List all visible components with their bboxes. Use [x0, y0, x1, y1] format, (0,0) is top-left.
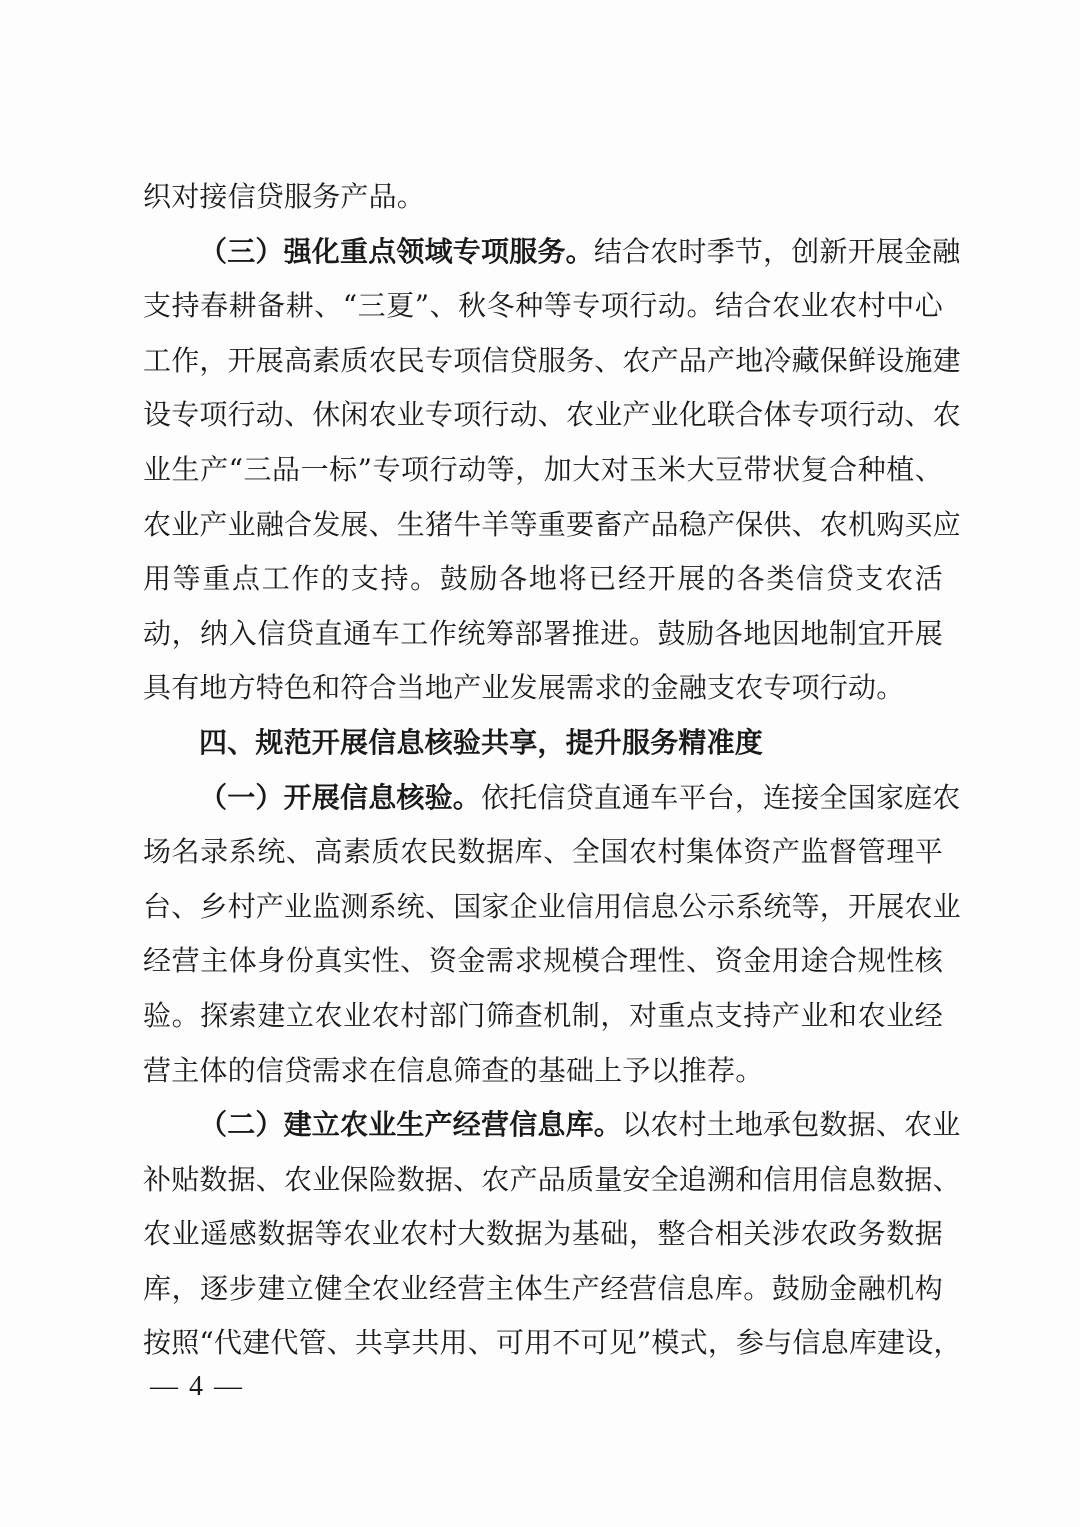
line-text: 依托信贷直通车平台，连接全国家庭农: [481, 780, 961, 814]
line-text: 支持春耕备耕、“三夏”、秋冬种等专项行动。结合农业农村中心: [143, 289, 943, 323]
text-line: [143, 225, 961, 280]
line-text: 场名录系统、高素质农民数据库、全国农村集体资产监督管理平: [143, 835, 943, 869]
text-line: [143, 1098, 961, 1153]
line-text: 经营主体身份真实性、资金需求规模合理性、资金用途合规性核: [143, 944, 943, 978]
line-text: 台、乡村产业监测系统、国家企业信用信息公示系统等，开展农业: [143, 889, 961, 923]
line-text: 营主体的信贷需求在信息筛查的基础上予以推荐。: [143, 1053, 764, 1087]
line-text: 农业产业融合发展、生猪牛羊等重要畜产品稳产保供、农机购买应: [143, 507, 961, 541]
line-text: 结合农时季节，创新开展金融: [593, 234, 961, 268]
line-text: 业生产“三品一标”专项行动等，加大对玉米大豆带状复合种植、: [143, 452, 943, 486]
text-line: [143, 1262, 943, 1317]
line-text: 具有地方特色和符合当地产业发展需求的金融支农专项行动。: [143, 671, 905, 705]
text-line: [143, 498, 961, 553]
line-text: 织对接信贷服务产品。: [143, 180, 426, 213]
text-line: [143, 880, 961, 935]
line-text: 以农村土地承包数据、农业: [622, 1108, 961, 1142]
line-text: 设专项行动、休闲农业专项行动、农业产业化联合体专项行动、农: [143, 398, 961, 432]
text-line: [143, 1153, 961, 1208]
text-line: [143, 661, 943, 716]
subsection-heading: （二）建立农业生产经营信息库。: [199, 1108, 623, 1142]
text-line: [143, 607, 943, 662]
line-text: 补贴数据、农业保险数据、农产品质量安全追溯和信用信息数据、: [143, 1162, 961, 1196]
text-line: [143, 1316, 962, 1371]
page-number: — 4 —: [150, 1371, 244, 1402]
section-heading: [143, 716, 943, 771]
line-text: 验。探索建立农业农村部门筛查机制，对重点支持产业和农业经: [143, 998, 943, 1032]
text-line: [143, 334, 961, 389]
line-text: 按照“代建代管、共享共用、可用不可见”模式，参与信息库建设，: [143, 1326, 962, 1360]
line-text: 农业遥感数据等农业农村大数据为基础，整合相关涉农政务数据: [143, 1217, 943, 1251]
line-text: 用等重点工作的支持。鼓励各地将已经开展的各类信贷支农活: [143, 562, 943, 596]
subsection-heading: （三）强化重点领域专项服务。: [199, 234, 594, 268]
text-line: [143, 279, 943, 334]
section-heading-text: 四、规范开展信息核验共享，提升服务精准度: [199, 725, 764, 759]
text-line: [143, 552, 943, 607]
document-body: [143, 170, 962, 1371]
text-line: [143, 1207, 943, 1262]
text-line: [143, 170, 943, 225]
subsection-heading: （一）开展信息核验。: [199, 780, 482, 814]
text-line: [143, 1044, 943, 1099]
text-line: [143, 825, 943, 880]
line-text: 库，逐步建立健全农业经营主体生产经营信息库。鼓励金融机构: [143, 1271, 943, 1305]
text-line: [143, 388, 961, 443]
line-text: 工作，开展高素质农民专项信贷服务、农产品产地冷藏保鲜设施建: [143, 343, 961, 377]
text-line: [143, 989, 943, 1044]
text-line: [143, 771, 961, 826]
line-text: 动，纳入信贷直通车工作统筹部署推进。鼓励各地因地制宜开展: [143, 616, 943, 650]
text-line: [143, 934, 943, 989]
text-line: [143, 443, 943, 498]
